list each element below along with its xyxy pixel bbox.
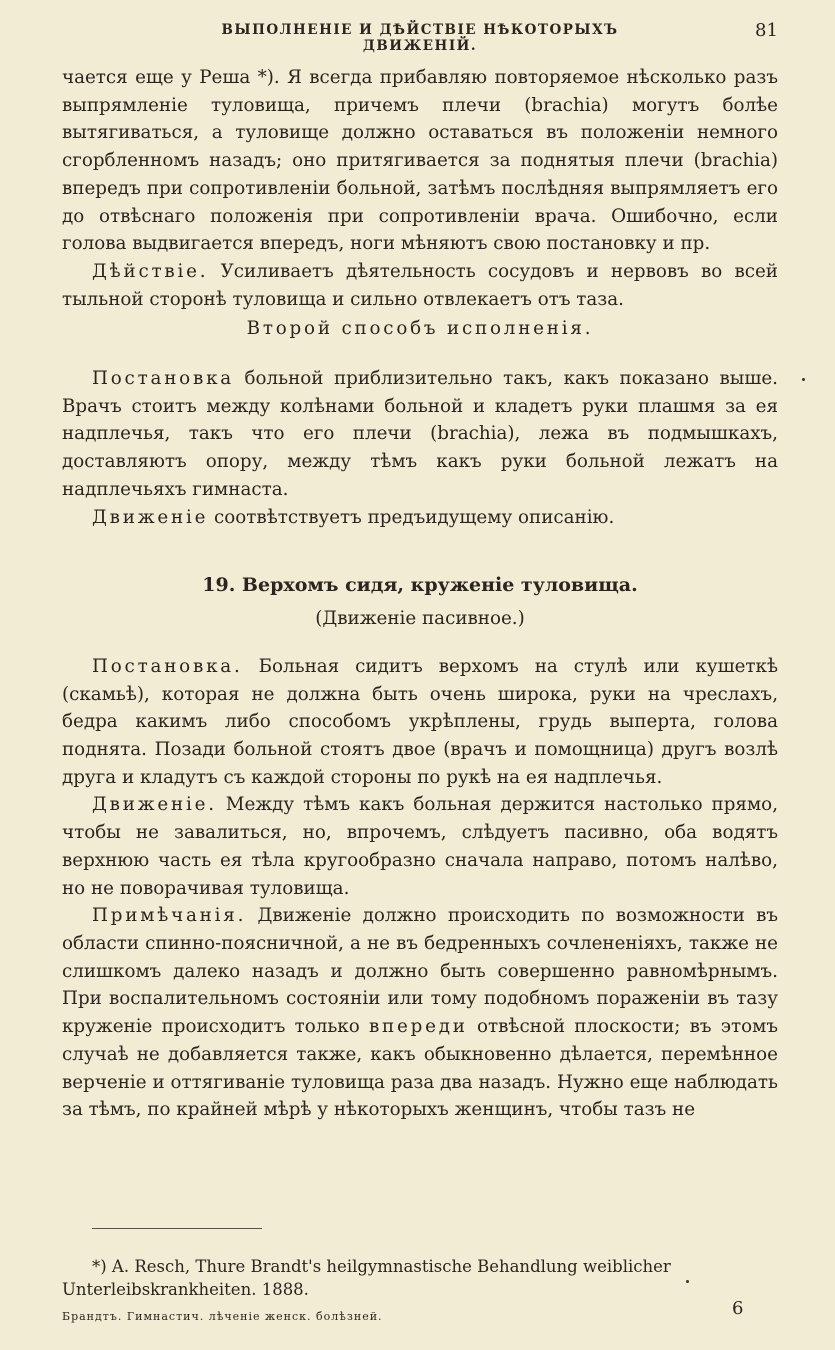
paragraph-body: соотвѣтствуетъ предъидущему описанію. (208, 506, 615, 528)
ink-speck (802, 378, 805, 381)
running-title: ВЫПОЛНЕНІЕ И ДѢЙСТВІЕ НѢКОТОРЫХЪ ДВИЖЕНІЙ. (221, 22, 619, 54)
paragraph-label: Движеніе (92, 506, 209, 528)
emphasized-word: впереди (368, 1016, 468, 1038)
paragraph-body: Больная сидитъ верхомъ на стулѣ или кушеткѣ (скамьѣ), которая не должна быть очень широка, руки на чреслахъ, бедра какимъ либо способомъ укрѣплены, грудь выперта, голова поднята. Позади больной стоятъ двое (врачъ и помощница) другъ возлѣ друга и кладутъ съ каждой стороны по рукѣ на ея надплечья. (62, 655, 778, 788)
footnote: *) A. Resch, Thure Brandt's heilgymnastische Behandlung weiblicher Unterleibskrankheiten. 1888. (62, 1256, 671, 1299)
running-head (0, 20, 835, 54)
paragraph-label: Постановка (92, 368, 235, 390)
paragraph-label: Движеніе. (92, 794, 217, 816)
paragraph-movement-2 (62, 791, 778, 902)
printer-signature: Брандтъ. Гимнастич. лѣченіе женск. болѣзней. (62, 1310, 383, 1323)
footnote-divider (92, 1228, 262, 1229)
paragraph-position (62, 365, 778, 504)
paragraph-body: больной приблизительно такъ, какъ показано выше. Врачъ стоитъ между колѣнами больной и кладетъ руки плашмя за ея надплечья, такъ что его плечи (brachia), лежа въ подмышкахъ, доставляютъ опору, между тѣмъ какъ руки больной лежатъ на надплечьяхъ гимнаста. (62, 368, 778, 500)
paragraph-body: отвѣсной плоскости; въ этомъ случаѣ не добавляется также, какъ обыкновенно дѣлается, перемѣнное верченіе и оттягиваніе туловища раза два назадъ. Нужно еще наблюдать за тѣмъ, по крайней мѣрѣ у нѣкоторыхъ женщинъ, чтобы тазъ не (62, 1016, 778, 1121)
paragraph-continuation: чается еще у Реша *). Я всегда прибавляю повторяемое нѣсколько разъ выпрямленіе туловища, причемъ плечи (brachia) могутъ болѣе вытягиваться, а туловище должно оставаться въ положеніи немного сгорбленномъ назадъ; оно притягивается за поднятыя плечи (brachia) впередъ при сопротивленіи больной, затѣмъ послѣдняя выпрямляетъ его до отвѣснаго положенія при сопротивленіи врача. Ошибочно, если голова выдвигается впередъ, ноги мѣняютъ свою постановку и пр. (62, 67, 778, 255)
paragraph-body: Между тѣмъ какъ больная держится настолько прямо, чтобы не завалиться, но, впрочемъ, слѣдуетъ пасивно, оба водятъ верхнюю часть ея тѣла кругообразно сначала направо, потомъ налѣво, но не поворачивая туловища. (62, 794, 778, 899)
paragraph-body: Усиливаетъ дѣятельность сосудовъ и нервовъ во всей тыльной сторонѣ туловища и сильно отвлекаетъ отъ таза. (62, 260, 778, 310)
section-heading: Второй способъ исполненія. (246, 318, 594, 340)
paragraph-position-2 (62, 653, 778, 792)
paragraph-effect (62, 258, 778, 313)
paragraph-body: Движеніе должно происходить по возможности въ области спинно-поясничной, а не въ бедренныхъ сочлененіяхъ, также не слишкомъ далеко назадъ и должно быть совершенно равномѣрнымъ. При воспалительномъ состояніи или тому подобномъ пораженіи въ тазу круженіе происходитъ только (62, 905, 778, 1038)
paragraph-label: Постановка. (92, 655, 243, 677)
article-heading: 19. Верхомъ сидя, круженіе туловища. (202, 574, 638, 597)
signature-mark: 6 (732, 1298, 744, 1319)
page-number: 81 (755, 20, 778, 41)
ink-speck (686, 1280, 689, 1283)
paragraph-movement (62, 504, 778, 532)
body-text (62, 64, 778, 1124)
article-subheading: (Движеніе пасивное.) (315, 608, 525, 630)
paragraph-label: Дѣйствіе. (92, 260, 209, 282)
paragraph-notes (62, 902, 778, 1124)
paragraph-label: Примѣчанія. (92, 905, 247, 927)
